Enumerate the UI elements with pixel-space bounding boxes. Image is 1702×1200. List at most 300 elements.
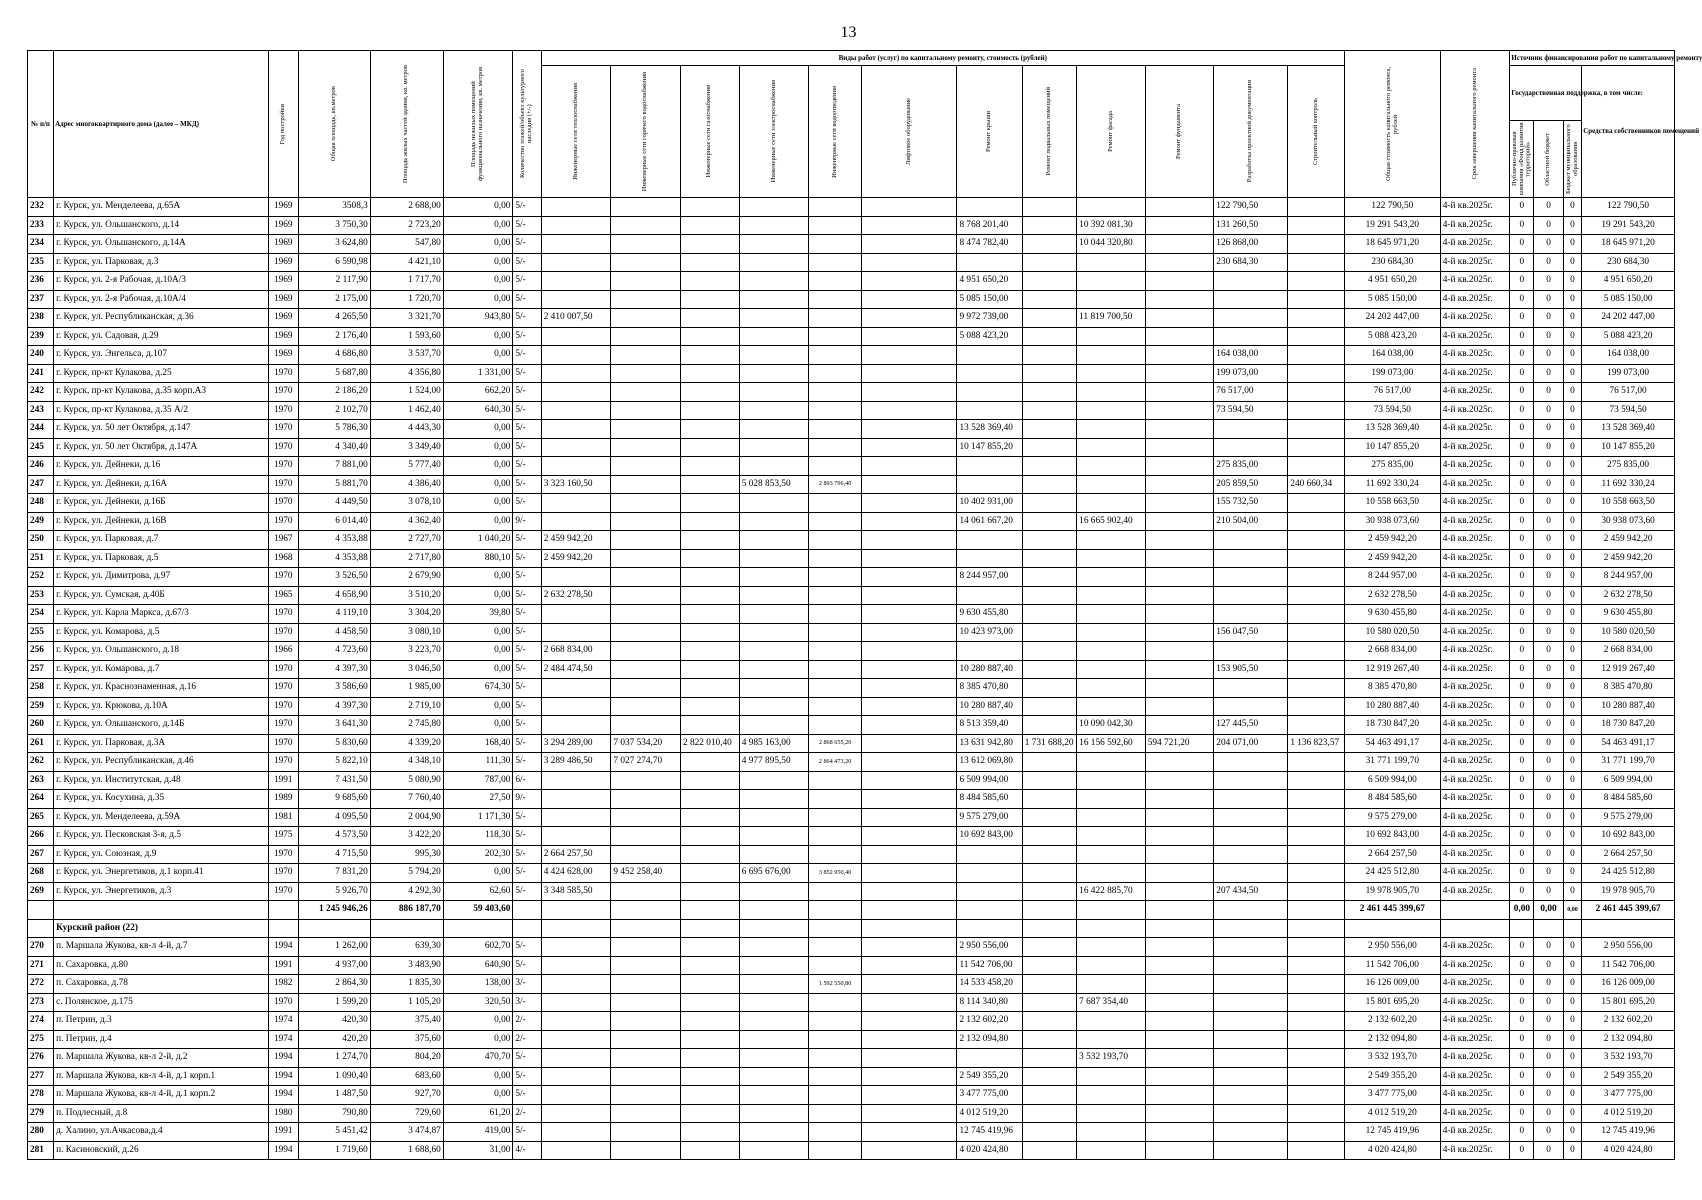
cell-fl: 5/- (513, 716, 541, 735)
cell-year: 1970 (268, 734, 298, 753)
cell-gas (681, 494, 740, 513)
cell-fl: 5/- (513, 864, 541, 883)
cell-base (1022, 790, 1076, 809)
cell-elec (739, 808, 809, 827)
cell-water (809, 568, 861, 587)
cell-gas (681, 420, 740, 439)
cell-facade (1077, 1141, 1146, 1160)
cell-water (809, 697, 861, 716)
cell-addr: г. Курск, ул. Комарова, д.7 (54, 660, 268, 679)
cell-base (1022, 605, 1076, 624)
cell-base (1022, 642, 1076, 661)
cell-total: 420,20 (299, 1030, 371, 1049)
cell-gas (681, 1030, 740, 1049)
cell-gas (681, 623, 740, 642)
cell-f2: 0 (1534, 975, 1563, 994)
cell-found (1145, 938, 1214, 957)
cell-ctrl (1288, 364, 1345, 383)
cell-year: 1970 (268, 716, 298, 735)
cell-gas (681, 938, 740, 957)
cell-lift (861, 420, 957, 439)
cell-found (1145, 290, 1214, 309)
cell-n: 248 (28, 494, 54, 513)
cell-nonres: 138,00 (443, 975, 513, 994)
cell-hws (611, 1049, 681, 1068)
col-header-foundation: Ремонт фундамента (1145, 66, 1214, 198)
cell-hws (611, 642, 681, 661)
cell-facade (1077, 253, 1146, 272)
cell-cost: 8 385 470,80 (1344, 679, 1440, 698)
cell-n: 256 (28, 642, 54, 661)
cell-gas (681, 586, 740, 605)
cell-f1: 0 (1510, 494, 1534, 513)
cell-found (1145, 216, 1214, 235)
cell-design: 205 859,50 (1214, 475, 1288, 494)
cell-hws (611, 1141, 681, 1160)
cell-elec (739, 642, 809, 661)
cell-f1: 0 (1510, 531, 1534, 550)
cell-year: 1965 (268, 586, 298, 605)
cell-n: 238 (28, 309, 54, 328)
cell-f3: 0 (1563, 272, 1582, 291)
cell-fl: 5/- (513, 420, 541, 439)
cell-addr: г. Курск, ул. Менделеева, д.59А (54, 808, 268, 827)
cell-found (1145, 1086, 1214, 1105)
cell-lift (861, 660, 957, 679)
cell-living: 1 593,60 (370, 327, 443, 346)
cell-nonres: 118,30 (443, 827, 513, 846)
cell-facade (1077, 1086, 1146, 1105)
cell-facade: 11 819 700,50 (1077, 309, 1146, 328)
cell-dl: 4-й кв.2025г. (1440, 549, 1510, 568)
cell-dl: 4-й кв.2025г. (1440, 753, 1510, 772)
cell-lift (861, 605, 957, 624)
cell-addr: г. Курск, ул. Энгельса, д.107 (54, 346, 268, 365)
cell-fl: 6/- (513, 771, 541, 790)
cell-f1: 0 (1510, 1049, 1534, 1068)
cell-heat (541, 494, 611, 513)
cell-f1: 0 (1510, 771, 1534, 790)
cell-nonres: 0,00 (443, 568, 513, 587)
cell-total: 4 397,30 (299, 697, 371, 716)
table-header (28, 51, 1702, 198)
cell-living: 3 537,70 (370, 346, 443, 365)
cell-year: 1969 (268, 235, 298, 254)
table-row (28, 864, 1675, 883)
cell-living: 1 524,00 (370, 383, 443, 402)
cell-year: 1970 (268, 864, 298, 883)
cell-facade: 10 392 081,30 (1077, 216, 1146, 235)
cell-ctrl (1288, 383, 1345, 402)
cell-gas (681, 512, 740, 531)
cell-ctrl (1288, 1141, 1345, 1160)
cell-addr: с. Полянское, д.175 (54, 993, 268, 1012)
cell-f3: 0 (1563, 827, 1582, 846)
cell-water (809, 401, 861, 420)
cell-f1: 0 (1510, 309, 1534, 328)
cell-hws (611, 1123, 681, 1142)
cell-heat (541, 975, 611, 994)
cell-f1: 0 (1510, 993, 1534, 1012)
cell-own: 18 645 971,20 (1582, 235, 1675, 254)
cell-total: 2 864,30 (299, 975, 371, 994)
cell-gas (681, 753, 740, 772)
cell-heat (541, 1123, 611, 1142)
cell-ctrl (1288, 864, 1345, 883)
cell-hws (611, 568, 681, 587)
cell-dl: 4-й кв.2025г. (1440, 401, 1510, 420)
cell-nonres: 0,00 (443, 475, 513, 494)
cell-n: 243 (28, 401, 54, 420)
cell-total: 7 831,20 (299, 864, 371, 883)
cell-total: 4 397,30 (299, 660, 371, 679)
cell-gas (681, 531, 740, 550)
cell-addr: г. Курск, ул. Энергетиков, д.1 корп.41 (54, 864, 268, 883)
cell-roof: 2 132 094,80 (957, 1030, 1022, 1049)
cell-elec (739, 549, 809, 568)
cell-year: 1970 (268, 475, 298, 494)
cell-water (809, 512, 861, 531)
cell-found (1145, 956, 1214, 975)
cell-elec (739, 1067, 809, 1086)
cell-living: 3 078,10 (370, 494, 443, 513)
cell-n: 272 (28, 975, 54, 994)
cell-total: 4 340,40 (299, 438, 371, 457)
cell-gas (681, 808, 740, 827)
cell-roof: 2 549 355,20 (957, 1067, 1022, 1086)
cell-dl: 4-й кв.2025г. (1440, 420, 1510, 439)
cell-year: 1970 (268, 679, 298, 698)
cell-year: 1994 (268, 1086, 298, 1105)
cell-own: 9 575 279,00 (1582, 808, 1675, 827)
cell-elec (739, 420, 809, 439)
cell-found (1145, 253, 1214, 272)
cell-elec (739, 623, 809, 642)
cell-living: 1 688,60 (370, 1141, 443, 1160)
table-row (28, 660, 1675, 679)
cell-ctrl (1288, 697, 1345, 716)
cell-nonres: 0,00 (443, 623, 513, 642)
cell-heat: 2 668 834,00 (541, 642, 611, 661)
cell-fl: 5/- (513, 494, 541, 513)
cell-fl: 5/- (513, 475, 541, 494)
cell-ctrl (1288, 938, 1345, 957)
cell-living: 7 760,40 (370, 790, 443, 809)
cell-f1: 0 (1510, 808, 1534, 827)
cell-lift (861, 623, 957, 642)
cell-roof: 13 612 069,80 (957, 753, 1022, 772)
cell-design (1214, 956, 1288, 975)
cell-n: 239 (28, 327, 54, 346)
cell-n: 252 (28, 568, 54, 587)
cell-n: 250 (28, 531, 54, 550)
table-row (28, 845, 1675, 864)
cell-water (809, 1030, 861, 1049)
cell-base (1022, 864, 1076, 883)
cell-ctrl (1288, 531, 1345, 550)
cell-fl: 5/- (513, 605, 541, 624)
cell-fl: 5/- (513, 568, 541, 587)
cell-facade (1077, 438, 1146, 457)
cell-cost: 12 919 267,40 (1344, 660, 1440, 679)
cell-roof (957, 475, 1022, 494)
cell-addr: г. Курск, ул. Дейнеки, д.16В (54, 512, 268, 531)
cell-hws (611, 956, 681, 975)
cell-own: 4 012 519,20 (1582, 1104, 1675, 1123)
cell-base: 1 731 688,20 (1022, 734, 1076, 753)
cell-dl: 4-й кв.2025г. (1440, 253, 1510, 272)
cell-f1: 0 (1510, 956, 1534, 975)
cell-total: 4 119,10 (299, 605, 371, 624)
cell-f2: 0 (1534, 716, 1563, 735)
cell-facade: 3 532 193,70 (1077, 1049, 1146, 1068)
cell-addr: п. Петрин, д.3 (54, 1012, 268, 1031)
cell-ctrl (1288, 327, 1345, 346)
cell-fl: 2/- (513, 1030, 541, 1049)
cell-year: 1970 (268, 660, 298, 679)
cell-dl: 4-й кв.2025г. (1440, 346, 1510, 365)
cell-f2: 0 (1534, 401, 1563, 420)
cell-own: 164 038,00 (1582, 346, 1675, 365)
cell-f1: 0 (1510, 882, 1534, 901)
cell-fl: 5/- (513, 642, 541, 661)
cell-fl: 2/- (513, 1104, 541, 1123)
table-row (28, 1104, 1675, 1123)
cell-hws (611, 1104, 681, 1123)
table-row (28, 1030, 1675, 1049)
cell-f2: 0 (1534, 346, 1563, 365)
cell-hws (611, 383, 681, 402)
cell-f3: 0 (1563, 235, 1582, 254)
cell-water: 2 864 473,20 (809, 753, 861, 772)
cell-cost: 9 630 455,80 (1344, 605, 1440, 624)
cell-gas: 2 822 010,40 (681, 734, 740, 753)
cell-roof: 8 474 782,40 (957, 235, 1022, 254)
cell-water (809, 272, 861, 291)
cell-lift (861, 272, 957, 291)
cell-water (809, 882, 861, 901)
cell-ctrl (1288, 1123, 1345, 1142)
cell-elec (739, 827, 809, 846)
cell-lift (861, 642, 957, 661)
cell-nonres: 419,00 (443, 1123, 513, 1142)
cell-design: 131 260,50 (1214, 216, 1288, 235)
cell-fl: 5/- (513, 309, 541, 328)
cell-heat (541, 253, 611, 272)
table-row (28, 1141, 1675, 1160)
cell-year: 1994 (268, 1067, 298, 1086)
cell-elec (739, 679, 809, 698)
cell-fl: 5/- (513, 253, 541, 272)
table-row (28, 494, 1675, 513)
cell-gas (681, 716, 740, 735)
cell-addr: г. Курск, ул. Крюкова, д.10А (54, 697, 268, 716)
cell-gas (681, 1086, 740, 1105)
cell-f3: 0 (1563, 198, 1582, 217)
cell-dl: 4-й кв.2025г. (1440, 771, 1510, 790)
cell-dl: 4-й кв.2025г. (1440, 697, 1510, 716)
cell-elec (739, 457, 809, 476)
table-body-kursk (28, 198, 1675, 901)
cell-year: 1982 (268, 975, 298, 994)
cell-cost: 2 459 942,20 (1344, 549, 1440, 568)
cell-fl: 5/- (513, 1086, 541, 1105)
cell-hws: 7 027 274,70 (611, 753, 681, 772)
cell-addr: г. Курск, ул. Комарова, д.5 (54, 623, 268, 642)
cell-cost: 4 012 519,20 (1344, 1104, 1440, 1123)
cell-fl: 5/- (513, 1123, 541, 1142)
cell-design (1214, 679, 1288, 698)
table-row (28, 512, 1675, 531)
cell-water (809, 235, 861, 254)
cell-facade (1077, 1030, 1146, 1049)
cell-ctrl (1288, 309, 1345, 328)
cell-design (1214, 845, 1288, 864)
table-row (28, 327, 1675, 346)
cell-own: 275 835,00 (1582, 457, 1675, 476)
cell-ctrl (1288, 845, 1345, 864)
table-row (28, 716, 1675, 735)
cell-dl: 4-й кв.2025г. (1440, 845, 1510, 864)
cell-own: 24 202 447,00 (1582, 309, 1675, 328)
cell-base (1022, 1030, 1076, 1049)
cell-found (1145, 235, 1214, 254)
cell-facade (1077, 808, 1146, 827)
cell-heat: 2 459 942,20 (541, 549, 611, 568)
cell-nonres: 0,00 (443, 1086, 513, 1105)
cell-cost: 10 147 855,20 (1344, 438, 1440, 457)
cell-year: 1969 (268, 198, 298, 217)
cell-ctrl (1288, 753, 1345, 772)
cell-hws (611, 549, 681, 568)
cell-f3: 0 (1563, 808, 1582, 827)
cell-heat (541, 679, 611, 698)
cell-living: 5 080,90 (370, 771, 443, 790)
cell-facade (1077, 1012, 1146, 1031)
cell-dl: 4-й кв.2025г. (1440, 734, 1510, 753)
cell-water (809, 309, 861, 328)
cell-nonres: 470,70 (443, 1049, 513, 1068)
cell-nonres: 0,00 (443, 272, 513, 291)
cell-year: 1970 (268, 605, 298, 624)
cell-fl: 5/- (513, 845, 541, 864)
cell-elec (739, 1123, 809, 1142)
cell-gas (681, 253, 740, 272)
table-row (28, 697, 1675, 716)
cell-year: 1970 (268, 512, 298, 531)
cell-fl: 5/- (513, 438, 541, 457)
cell-gas (681, 235, 740, 254)
cell-own: 30 938 073,60 (1582, 512, 1675, 531)
table-row (28, 679, 1675, 698)
cell-f2: 0 (1534, 1141, 1563, 1160)
cell-found (1145, 753, 1214, 772)
cell-cost: 24 425 512,80 (1344, 864, 1440, 883)
cell-water (809, 1049, 861, 1068)
cell-cost: 10 692 843,00 (1344, 827, 1440, 846)
cell-f2: 0 (1534, 327, 1563, 346)
table-row (28, 401, 1675, 420)
cell-elec (739, 938, 809, 957)
cell-own: 19 291 543,20 (1582, 216, 1675, 235)
cell-f2: 0 (1534, 568, 1563, 587)
cell-elec (739, 290, 809, 309)
cell-n: 233 (28, 216, 54, 235)
cell-heat (541, 1141, 611, 1160)
cell-hws (611, 679, 681, 698)
cell-facade (1077, 605, 1146, 624)
cell-living: 5 794,20 (370, 864, 443, 883)
cell-f2: 0 (1534, 586, 1563, 605)
cell-elec (739, 771, 809, 790)
cell-n: 242 (28, 383, 54, 402)
repair-program-table (27, 50, 1702, 1160)
cell-design: 126 868,00 (1214, 235, 1288, 254)
cell-f3: 0 (1563, 364, 1582, 383)
cell-roof (957, 457, 1022, 476)
cell-cost: 18 645 971,20 (1344, 235, 1440, 254)
cell-lift (861, 975, 957, 994)
cell-roof: 13 528 369,40 (957, 420, 1022, 439)
cell-lift (861, 1141, 957, 1160)
cell-own: 8 244 957,00 (1582, 568, 1675, 587)
cell-living: 3 304,20 (370, 605, 443, 624)
cell-heat (541, 993, 611, 1012)
cell-elec (739, 327, 809, 346)
cell-base (1022, 290, 1076, 309)
cell-hws (611, 790, 681, 809)
cell-f2: 0 (1534, 1104, 1563, 1123)
cell-facade: 16 422 885,70 (1077, 882, 1146, 901)
cell-elec (739, 346, 809, 365)
cell-hws (611, 475, 681, 494)
cell-cost: 2 668 834,00 (1344, 642, 1440, 661)
cell-f1: 0 (1510, 1030, 1534, 1049)
cell-found (1145, 420, 1214, 439)
cell-year: 1966 (268, 642, 298, 661)
cell-heat: 2 484 474,50 (541, 660, 611, 679)
cell-f1: 0 (1510, 679, 1534, 698)
cell-lift (861, 586, 957, 605)
cell-gas (681, 1104, 740, 1123)
cell-n: 279 (28, 1104, 54, 1123)
cell-facade (1077, 568, 1146, 587)
cell-ctrl (1288, 457, 1345, 476)
cell-nonres: 0,00 (443, 1012, 513, 1031)
cell-facade (1077, 679, 1146, 698)
cell-total: 3 750,30 (299, 216, 371, 235)
cell-own: 12 919 267,40 (1582, 660, 1675, 679)
cell-roof: 10 402 931,00 (957, 494, 1022, 513)
cell-hws (611, 697, 681, 716)
cell-addr: г. Курск, ул. Косухина, д.35 (54, 790, 268, 809)
cell-design: 199 073,00 (1214, 364, 1288, 383)
cell-ctrl (1288, 438, 1345, 457)
cell-elec (739, 198, 809, 217)
cell-f1: 0 (1510, 401, 1534, 420)
cell-lift (861, 327, 957, 346)
cell-fl: 5/- (513, 623, 541, 642)
cell-total: 9 685,60 (299, 790, 371, 809)
cell-living: 995,30 (370, 845, 443, 864)
cell-n: 232 (28, 198, 54, 217)
cell-lift (861, 549, 957, 568)
cell-elec (739, 975, 809, 994)
cell-gas (681, 438, 740, 457)
total-fund-sum: 0,00 (1510, 901, 1534, 920)
cell-base (1022, 531, 1076, 550)
cell-base (1022, 1012, 1076, 1031)
